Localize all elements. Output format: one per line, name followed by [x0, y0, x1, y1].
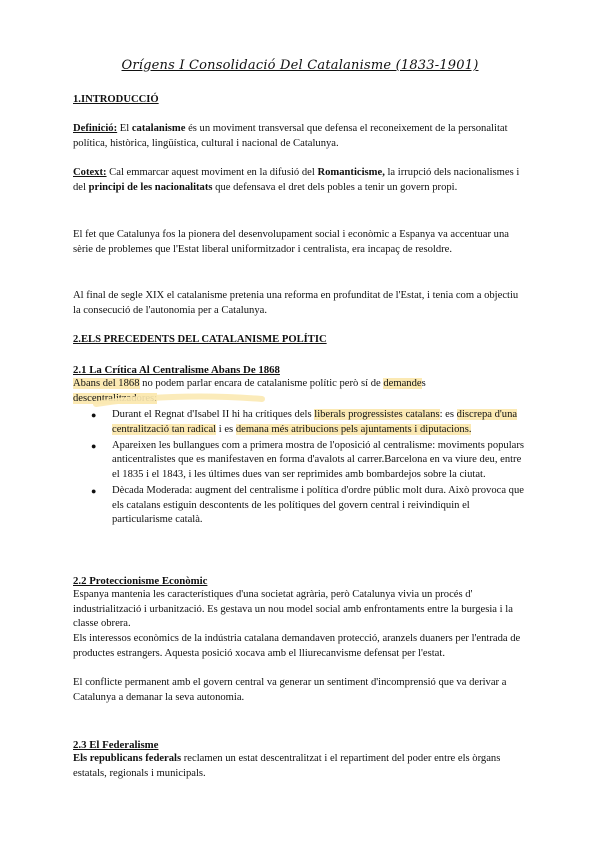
bullet-1-text: Durant el Regnat d'Isabel II hi ha crítiques dels — [112, 409, 315, 420]
highlight-liberals: liberals progressistes catalans — [314, 409, 440, 420]
romanticisme-term: Romanticisme, — [317, 167, 385, 178]
intro-text: no podem parlar encara de catalanisme polític però sí de — [139, 378, 384, 389]
context-text-3: que defensava el dret dels pobles a tenir un govern propi. — [212, 181, 458, 193]
bullet-icon: ● — [91, 410, 97, 420]
proteccionisme-paragraph-3: El conflicte permanent amb el govern central va generar un sentiment d'incomprensió que va derivar a Catalunya a demanar la seva autonomia. — [73, 677, 507, 703]
list-item — [91, 439, 528, 483]
bullet-1-mid: : es — [439, 409, 457, 420]
highlight-abans-1868: Abans del 1868 — [73, 378, 140, 389]
precedents-bullet-list — [91, 408, 528, 529]
context-label: Cotext: — [73, 167, 107, 178]
bullet-icon: ● — [91, 485, 97, 496]
context-paragraph — [73, 166, 528, 195]
highlight-demande: demande — [383, 378, 422, 389]
highlight-demana: demana més atribucions pels ajuntaments i diputacions. — [235, 423, 472, 435]
context-text-2: la irrupció dels nacionalismes i del — [73, 167, 520, 193]
federalisme-paragraph — [73, 752, 528, 781]
context-text-1: Cal emmarcar aquest moviment en la difusió del — [106, 167, 318, 178]
bullet-1-mid2: i es — [216, 423, 236, 435]
republicans-federals-term: Els republicans federals — [73, 753, 182, 764]
bullet-icon: ● — [91, 440, 97, 451]
bullet-3-text: Dècada Moderada: augment del centralisme i política d'ordre públic molt dura. Això provoca que els catalans estiguin descontents de les polítiques del govern central i reivindiquin el particularisme català. — [112, 484, 524, 526]
intro-paragraph-3: El fet que Catalunya fos la pionera del desenvolupament social i econòmic a Espanya va accentuar una sèrie de problemes que l'Estat liberal uniformitzador i centralista, era incapaç de resoldre. — [73, 229, 509, 255]
section-heading-introduccio: 1.INTRODUCCIÓ — [73, 94, 159, 105]
definition-text: és un moviment transversal que defensa el reconeixement de la personalitat política, històrica, lingüística, cultural i nacional de Catalunya. — [73, 123, 508, 149]
nacionalitats-term: principi de les nacionalitats — [88, 181, 213, 193]
catalanisme-term: catalanisme — [131, 123, 186, 134]
proteccionisme-paragraph-1: Espanya mantenia les característiques d'una societat agrària, però Catalunya vivia un procés d' industrialització i urbanització. Es gestava un nou model social amb enfrontaments entre la burgesia i la classe obrera. — [73, 589, 513, 630]
highlight-discrepa: discrepa d'una centralització tan radical — [112, 409, 518, 435]
federalisme-text: reclamen un estat descentralitzat i el repartiment del poder entre els òrgans estatals, regionals i municipals. — [73, 753, 501, 779]
intro-s: s — [421, 378, 426, 389]
proteccionisme-paragraph-2: Els interessos econòmics de la indústria catalana demandaven protecció, aranzels duaners per l'entrada de productes estrangers. Aquesta posició xocava amb el lliurecanvisme defensat per l'estat. — [73, 633, 521, 659]
definition-paragraph — [73, 122, 528, 151]
bullet-2-text: Apareixen les bullangues com a primera mostra de l'oposició al centralisme: moviments populars anticentralistes que es manifestaven en forma d'avalots al carrer.Barcelona en va viure deu, entre el 1835 i el 1843, i les últimes dues van ser reprimides amb bombardejos sobre la ciutat. — [112, 439, 525, 480]
list-item — [91, 408, 528, 437]
subsection-heading-2-2: 2.2 Proteccionisme Econòmic — [73, 575, 208, 587]
section-heading-precedents: 2.ELS PRECEDENTS DEL CATALANISME POLÍTIC — [73, 334, 327, 345]
definition-text-pre: El — [117, 123, 132, 134]
definition-label: Definició: — [73, 123, 118, 134]
subsection-heading-2-1: 2.1 La Crítica Al Centralisme Abans De 1868 — [73, 364, 280, 376]
document-title: Orígens I Consolidació Del Catalanisme (1833-1901) — [121, 58, 479, 73]
subsection-2-1-intro — [73, 377, 528, 406]
list-item — [91, 484, 528, 528]
subsection-heading-2-3: 2.3 El Federalisme — [73, 739, 159, 751]
intro-paragraph-4: Al final de segle XIX el catalanisme pretenia una reforma en profunditat de l'Estat, i tenia com a objectiu la consecució de l'autonomia per a Catalunya. — [73, 290, 519, 316]
highlight-descentralitzadores: descentralitzadores: — [73, 392, 158, 404]
